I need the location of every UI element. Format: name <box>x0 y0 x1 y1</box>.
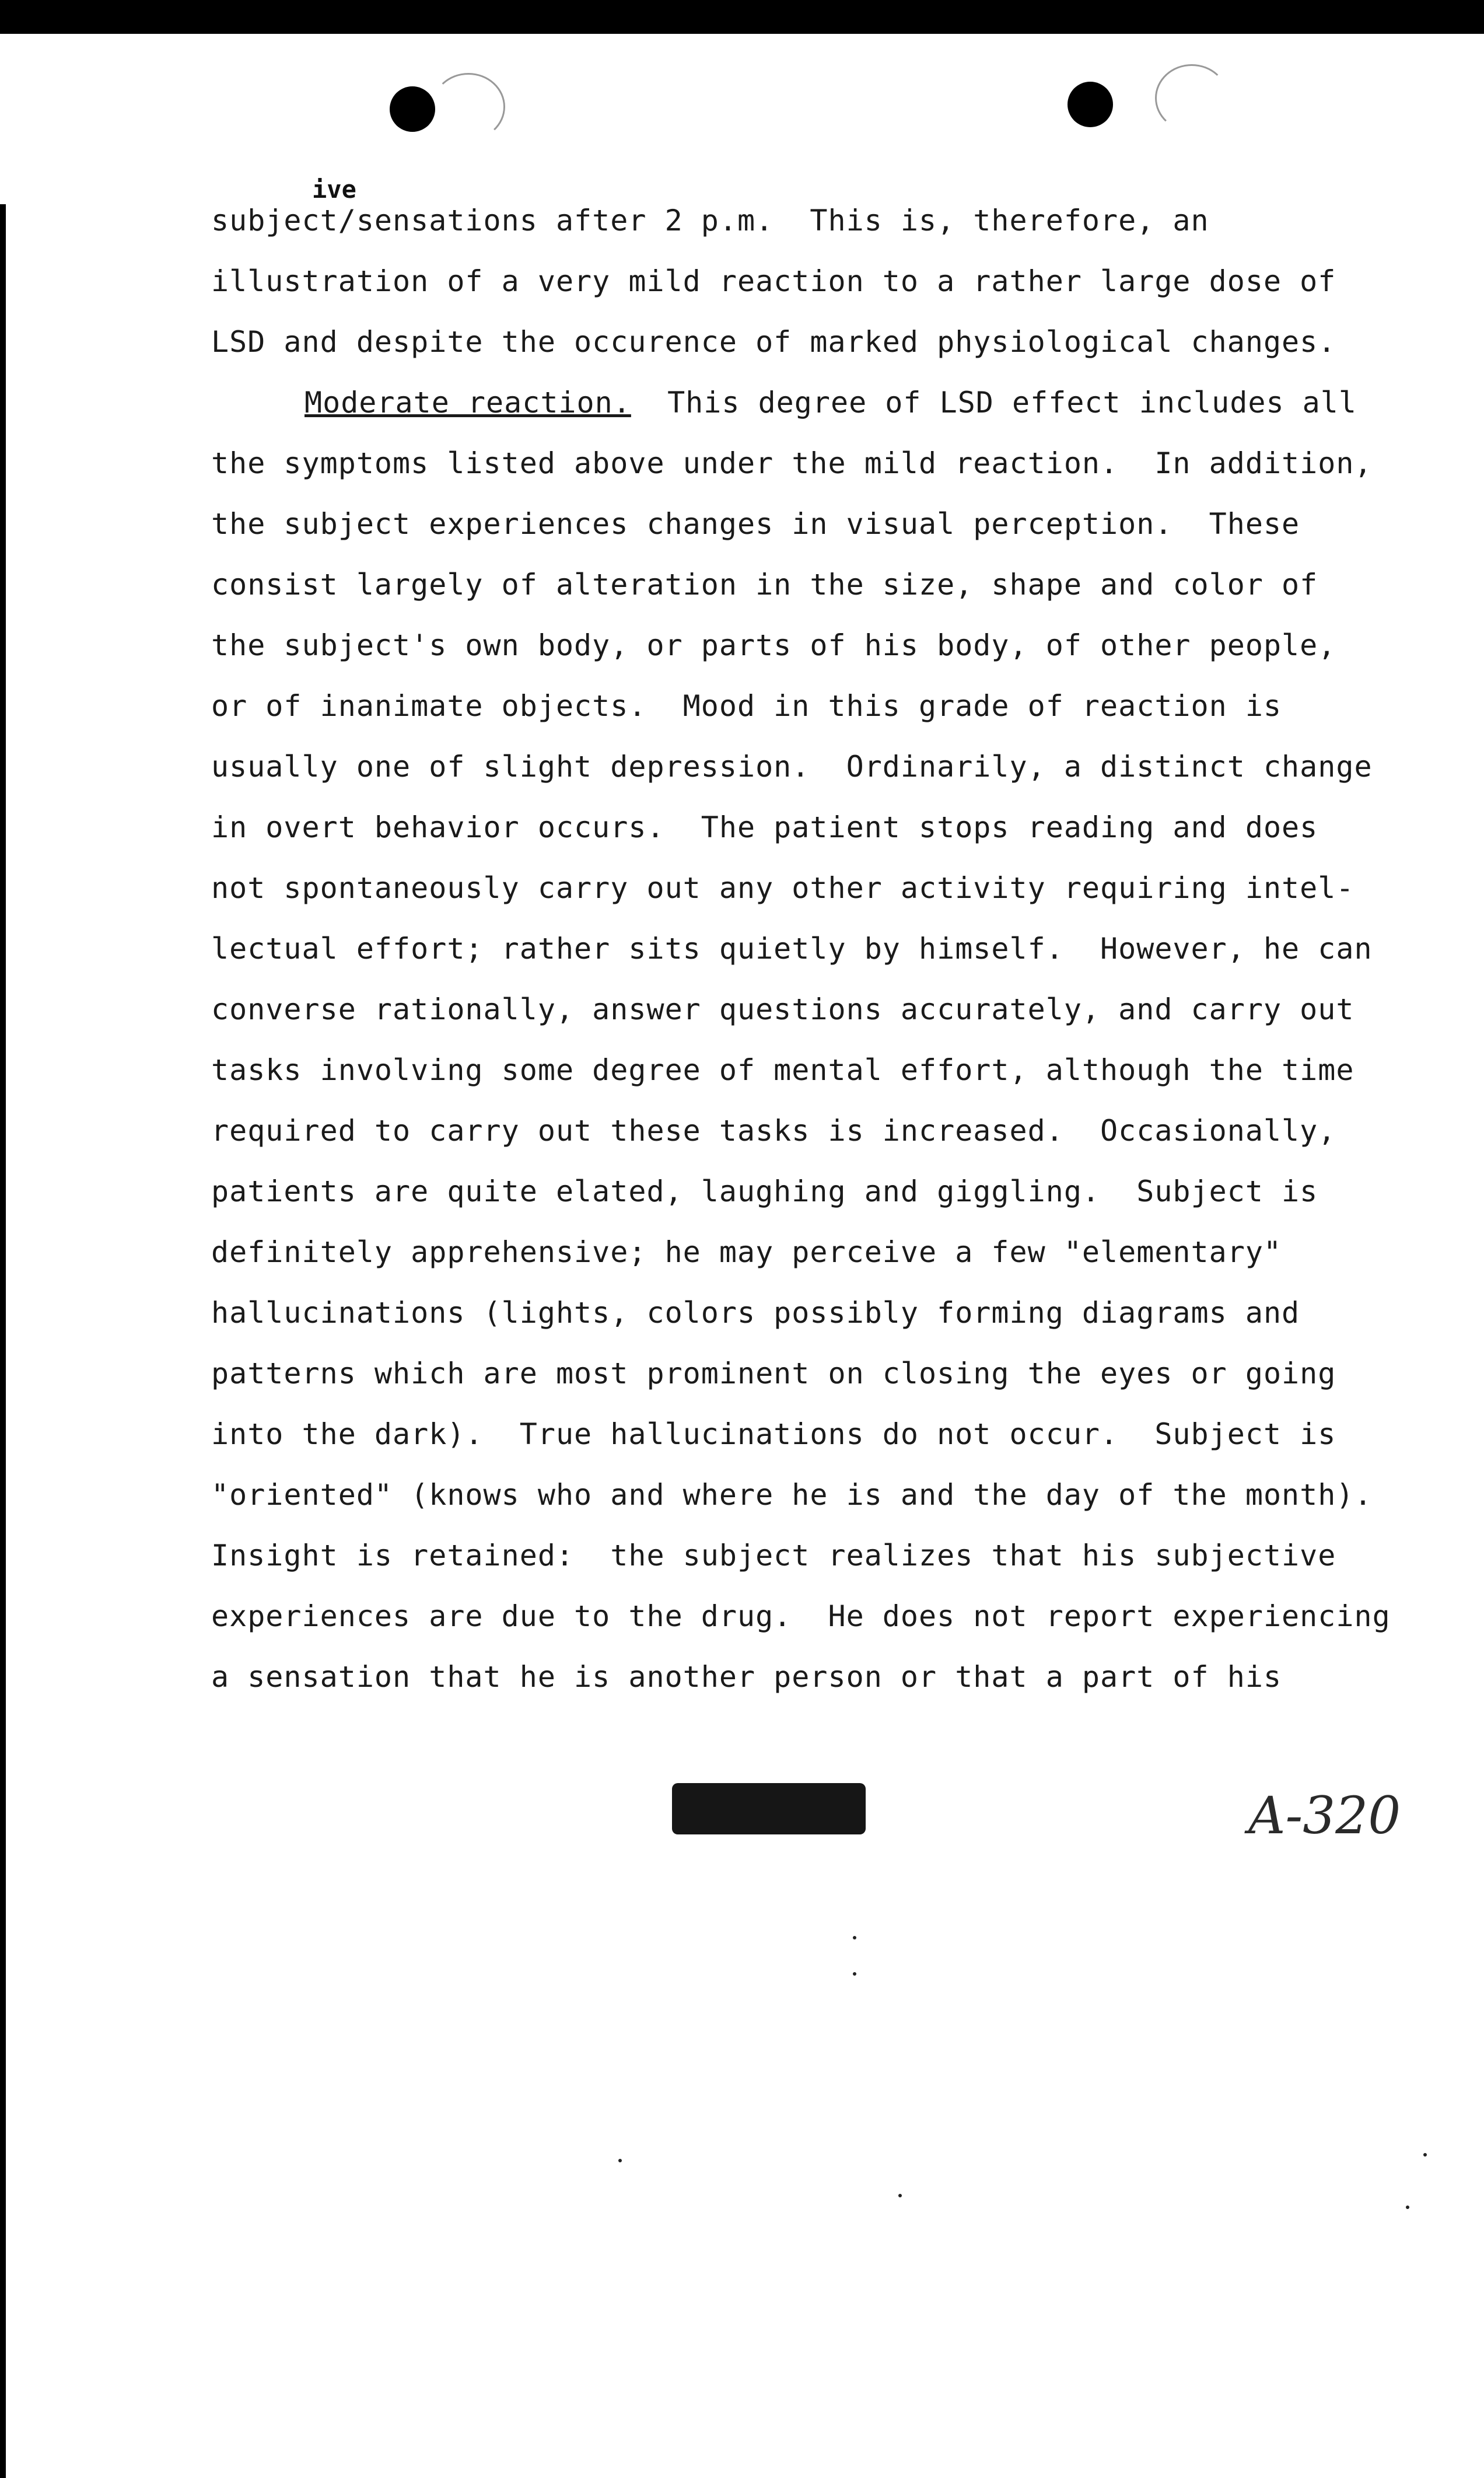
text-line: a sensation that he is another person or that a part of his <box>211 1660 1282 1694</box>
text-line: consist largely of alteration in the size, shape and color of <box>211 568 1318 602</box>
ghost-hole-arc <box>1155 64 1228 132</box>
scan-top-border <box>0 0 1484 34</box>
document-body <box>211 190 1436 1707</box>
text-line: This degree of LSD effect includes all <box>631 386 1357 420</box>
ghost-hole-arc <box>432 73 505 141</box>
scan-speck <box>898 2194 902 2197</box>
text-line: hallucinations (lights, colors possibly forming diagrams and <box>211 1296 1300 1330</box>
text-line: or of inanimate objects. Mood in this grade of reaction is <box>211 689 1282 723</box>
page-number: A-320 <box>1248 1785 1401 1846</box>
handwritten-insertion: ive <box>312 175 356 204</box>
text-line: in overt behavior occurs. The patient stops reading and does <box>211 810 1318 844</box>
scan-speck <box>853 1972 856 1976</box>
text-line: converse rationally, answer questions accurately, and carry out <box>211 992 1354 1026</box>
scan-speck <box>1406 2206 1409 2209</box>
text-line: the symptoms listed above under the mild reaction. In addition, <box>211 446 1373 480</box>
scan-left-edge <box>0 204 6 2478</box>
text-line: the subject's own body, or parts of his body, of other people, <box>211 628 1336 662</box>
scan-speck <box>1423 2153 1427 2157</box>
punch-hole-left <box>390 86 435 132</box>
text-line: patients are quite elated, laughing and giggling. Subject is <box>211 1175 1318 1208</box>
redaction-block <box>672 1783 866 1834</box>
text-line: subject/sensations after 2 p.m. This is, therefore, an <box>211 204 1209 237</box>
text-line: Insight is retained: the subject realizes that his subjective <box>211 1539 1336 1572</box>
punch-hole-right <box>1068 82 1113 127</box>
text-line: into the dark). True hallucinations do not occur. Subject is <box>211 1417 1336 1451</box>
text-line: "oriented" (knows who and where he is and the day of the month). <box>211 1478 1373 1512</box>
text-line: definitely apprehensive; he may perceive a few "elementary" <box>211 1235 1282 1269</box>
text-line: tasks involving some degree of mental effort, although the time <box>211 1053 1354 1087</box>
text-line: not spontaneously carry out any other activity requiring intel- <box>211 871 1354 905</box>
text-line: illustration of a very mild reaction to a rather large dose of <box>211 264 1336 298</box>
text-line: required to carry out these tasks is increased. Occasionally, <box>211 1114 1336 1148</box>
text-line: usually one of slight depression. Ordinarily, a distinct change <box>211 750 1373 784</box>
section-heading: Moderate reaction. <box>304 386 631 420</box>
text-line: the subject experiences changes in visual perception. These <box>211 507 1300 541</box>
text-line: LSD and despite the occurence of marked physiological changes. <box>211 325 1336 359</box>
scan-speck <box>853 1936 856 1939</box>
text-line: patterns which are most prominent on closing the eyes or going <box>211 1357 1336 1390</box>
text-line: lectual effort; rather sits quietly by himself. However, he can <box>211 932 1373 966</box>
paragraph-first-line <box>211 372 1436 433</box>
text-line: experiences are due to the drug. He does not report experiencing <box>211 1599 1391 1633</box>
scan-speck <box>618 2159 622 2162</box>
